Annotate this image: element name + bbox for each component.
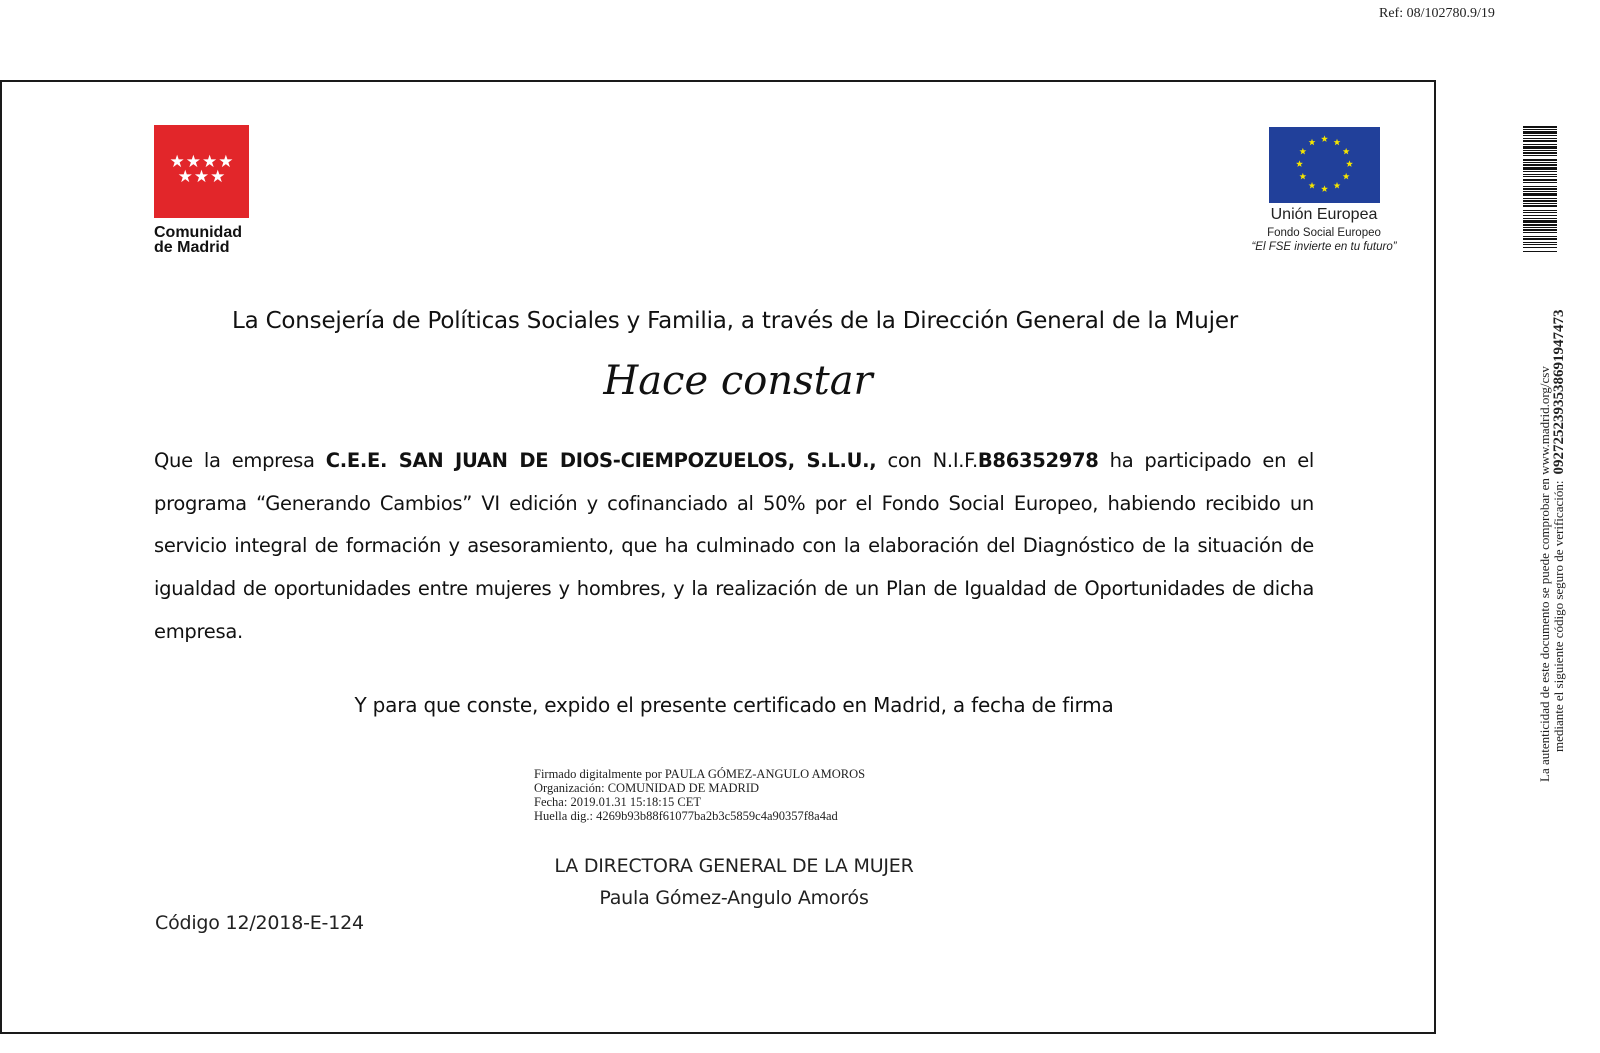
barcode-bar [1523, 205, 1557, 207]
eu-flag-icon [1269, 127, 1380, 203]
barcode-bar [1523, 203, 1557, 204]
eu-star-icon [1346, 160, 1353, 167]
barcode-bar [1523, 144, 1557, 145]
eu-star-icon [1296, 160, 1303, 167]
barcode-bar [1523, 155, 1557, 156]
signer-title: LA DIRECTORA GENERAL DE LA MUJER [554, 855, 914, 877]
barcode-bar [1523, 171, 1557, 172]
barcode-bar [1523, 215, 1557, 216]
barcode-bar [1523, 244, 1557, 245]
barcode-bar [1523, 200, 1557, 202]
company-name: C.E.E. SAN JUAN DE DIOS-CIEMPOZUELOS, S.L.U., [325, 449, 877, 472]
barcode-icon [1523, 126, 1557, 299]
barcode-bar [1523, 224, 1557, 226]
barcode-bar [1523, 150, 1557, 151]
stars-icon: ★★★★ ★★★ [169, 152, 235, 187]
eu-star-icon [1343, 173, 1350, 180]
barcode-bar [1523, 242, 1557, 243]
eu-star-icon [1309, 139, 1316, 146]
signer-name: Paula Gómez-Angulo Amorós [599, 887, 869, 909]
document-code: Código 12/2018-E-124 [155, 912, 364, 934]
barcode-bar [1523, 227, 1557, 228]
barcode-bar [1523, 220, 1557, 223]
barcode-bar [1523, 146, 1557, 149]
barcode-bar [1523, 135, 1557, 136]
eu-star-icon [1299, 148, 1306, 155]
digital-signature-block: Firmado digitalmente por PAULA GÓMEZ-ANGULO AMOROS Organización: COMUNIDAD DE MADRID Fecha: 2019.01.31 15:18:15 CET Huella dig.: 4269b93b88f61077ba2b3c5859c4a90357f8a4ad [534, 767, 866, 823]
eu-star-icon [1334, 139, 1341, 146]
document-title: Hace constar [603, 358, 873, 404]
barcode-bar [1523, 162, 1557, 163]
eu-motto: “El FSE invierte en tu futuro” [1251, 241, 1397, 253]
barcode-bar [1523, 236, 1557, 237]
barcode-bar [1523, 131, 1557, 134]
barcode-bar [1523, 193, 1557, 196]
eu-star-icon [1299, 173, 1306, 180]
barcode-bar [1523, 182, 1557, 183]
barcode-bar [1523, 212, 1557, 213]
barcode-bar [1523, 210, 1557, 211]
barcode-bar [1523, 179, 1557, 181]
barcode-bar [1523, 198, 1557, 199]
barcode-bar [1523, 186, 1557, 187]
barcode-bar [1523, 232, 1557, 233]
barcode-bar [1523, 152, 1557, 154]
verification-text-line2: mediante el siguiente código seguro de verificación:0927252393538691947473 [1551, 309, 1567, 752]
eu-star-icon [1309, 182, 1316, 189]
barcode-bar [1523, 238, 1557, 240]
eu-star-icon [1321, 135, 1328, 142]
barcode-bar [1523, 126, 1557, 128]
logo-text-line1: Comunidad [154, 224, 242, 241]
closing-statement: Y para que conste, expido el presente certificado en Madrid, a fecha de firma [354, 693, 1114, 717]
barcode-bar [1523, 167, 1557, 170]
eu-star-icon [1321, 185, 1328, 192]
barcode-bar [1523, 218, 1557, 219]
document-heading: La Consejería de Políticas Sociales y Familia, a través de la Dirección General de la Mujer [231, 308, 1239, 334]
barcode-bar [1523, 164, 1557, 166]
union-europea-logo [1238, 127, 1410, 254]
barcode-bar [1523, 229, 1557, 231]
eu-star-icon [1343, 148, 1350, 155]
eu-title: Unión Europea [1270, 206, 1378, 223]
comunidad-de-madrid-logo [154, 125, 254, 255]
logo-text-line2: de Madrid [154, 239, 230, 256]
verification-text-line1: La autenticidad de este documento se puede comprobar en www.madrid.org/csv [1537, 366, 1552, 782]
nif-number: B86352978 [977, 449, 1099, 472]
barcode-bar [1523, 251, 1557, 252]
barcode-bar [1523, 188, 1557, 190]
signer-block [0, 850, 1468, 914]
barcode-bar [1523, 174, 1557, 175]
reference-number: Ref: 08/102780.9/19 [1379, 6, 1495, 21]
eu-star-icon [1334, 182, 1341, 189]
eu-subtitle: Fondo Social Europeo [1267, 227, 1381, 239]
barcode-bar [1523, 191, 1557, 192]
certificate-body: Que la empresa C.E.E. SAN JUAN DE DIOS-CIEMPOZUELOS, S.L.U., con N.I.F.B86352978 ha participado en el programa “Generando Cambios” VI edición y cofinanciado al 50% por el Fondo Social Europeo, habiendo recibido un servicio integral de formación y asesoramiento, que ha culminado con la elaboración del Diagnóstico de la situación de igualdad de oportunidades entre mujeres y hombres, y la realización de un Plan de Igualdad de Oportunidades de dicha empresa. [154, 449, 1315, 643]
barcode-bar [1523, 129, 1557, 130]
barcode-bar [1523, 247, 1557, 248]
verification-code: 0927252393538691947473 [1551, 309, 1567, 475]
barcode-bar [1523, 140, 1557, 142]
barcode-bar [1523, 176, 1557, 177]
barcode-bar [1523, 138, 1557, 139]
madrid-flag-icon [154, 125, 249, 218]
barcode-bar [1523, 159, 1557, 161]
